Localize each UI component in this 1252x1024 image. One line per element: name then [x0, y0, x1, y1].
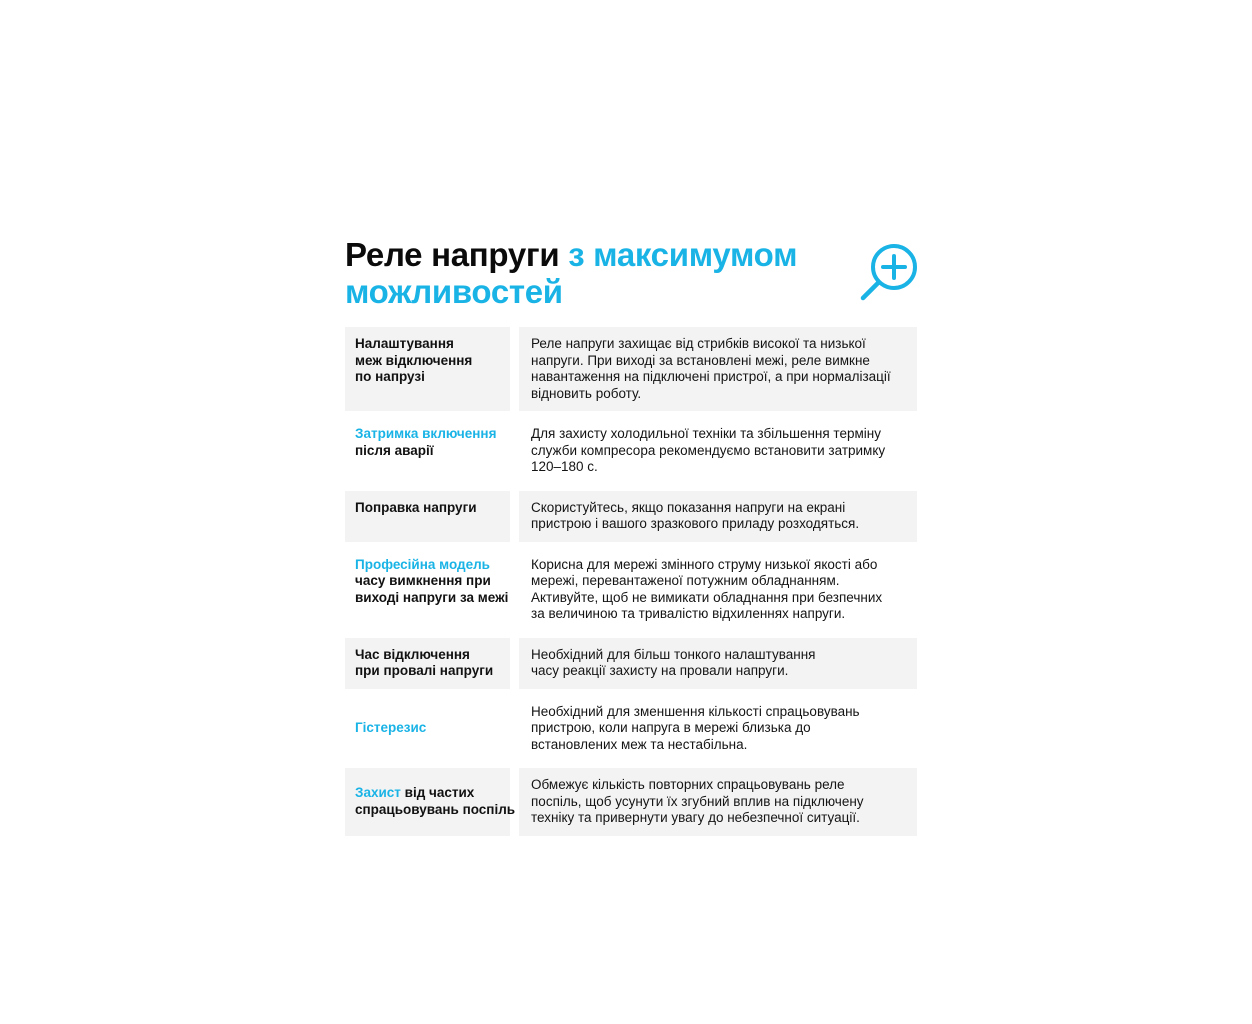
row-label-accent: Затримка включення [355, 426, 497, 441]
row-desc-line: Необхідний для зменшення кількості спрацьовувань [531, 703, 860, 719]
row-label-line: по напрузі [355, 369, 425, 384]
row-desc-line: Корисна для мережі змінного струму низької якості або [531, 556, 878, 572]
row-label [345, 491, 510, 542]
row-desc-line: встановлених меж та нестабільна. [531, 736, 748, 752]
row-desc-line: часу реакції захисту на провали напруги. [531, 663, 789, 678]
title-part-main: Реле напруги [345, 236, 569, 273]
row-label [345, 638, 510, 689]
row-label-line: спрацьовувань поспіль [355, 801, 516, 817]
row-label-first-line [355, 785, 504, 802]
table-row [345, 417, 917, 485]
title-part-accent: з максимумом [568, 236, 798, 273]
row-label-line: Налаштування [355, 336, 454, 351]
row-label-inline-rest: від частих [400, 785, 475, 801]
row-label-line: виході напруги за межі [355, 589, 509, 605]
title-part-accent-second-line: можливостей [345, 273, 563, 310]
row-label [345, 327, 510, 411]
row-label-line: при провалі напруги [355, 663, 494, 678]
row-desc-line: Активуйте, щоб не вимикати обладнання при безпечних [531, 589, 883, 605]
table-row [345, 695, 917, 763]
row-desc-line: Для захисту холодильної техніки та збільшення терміну [531, 426, 881, 441]
row-description [519, 327, 917, 411]
row-label [345, 695, 510, 763]
page-title [345, 236, 845, 310]
row-label [345, 768, 516, 836]
row-label-line: Поправка напруги [355, 499, 477, 515]
row-description [519, 491, 917, 542]
table-row [345, 548, 917, 632]
row-desc-line: мережі, перевантаженої потужним обладнанням. [531, 573, 840, 588]
row-label-line: Час відключення [355, 646, 470, 662]
row-desc-line: відновить роботу. [531, 385, 642, 401]
row-desc-line: пристрою і вашого зразкового приладу розходяться. [531, 516, 860, 531]
row-description [519, 695, 917, 763]
row-desc-line: Необхідний для більш тонкого налаштування [531, 646, 816, 662]
row-label [345, 417, 510, 485]
row-label-line: меж відключення [355, 352, 473, 368]
row-description [519, 768, 917, 836]
row-desc-line: пристрою, коли напруга в мережі близька до [531, 720, 811, 735]
row-desc-line: техніку та привернути увагу до небезпечної ситуації. [531, 810, 860, 825]
row-label-accent: Професійна модель [355, 556, 490, 572]
table-row [345, 491, 917, 542]
row-desc-line: Скористуйтесь, якщо показання напруги на екрані [531, 499, 846, 515]
row-label-line: після аварії [355, 442, 434, 458]
feature-card [345, 236, 917, 825]
row-desc-line: напруги. При виході за встановлені межі, реле вимкне [531, 352, 870, 368]
row-description [519, 638, 917, 689]
row-desc-line: 120–180 с. [531, 459, 598, 474]
settings-table [345, 327, 917, 842]
row-desc-line: за величиною та тривалістю відхиленнях напруги. [531, 606, 846, 621]
row-description [519, 417, 917, 485]
row-desc-line: поспіль, щоб усунути їх згубний вплив на підключену [531, 793, 864, 809]
table-row [345, 768, 917, 836]
row-description [519, 548, 917, 632]
table-row [345, 327, 917, 411]
zoom-in-icon [859, 241, 919, 303]
row-desc-line: навантаження на підключені пристрої, а при нормалізації [531, 369, 891, 384]
row-label-line: часу вимкнення при [355, 573, 491, 588]
row-desc-line: Обмежує кількість повторних спрацьовувань реле [531, 777, 845, 792]
row-label-accent: Гістерезис [355, 720, 427, 735]
row-desc-line: служби компресора рекомендуємо встановити затримку [531, 442, 886, 458]
table-row [345, 638, 917, 689]
row-desc-line: Реле напруги захищає від стрибків високої та низької [531, 336, 866, 351]
row-label-accent: Захист [355, 785, 401, 801]
row-label [345, 548, 510, 632]
